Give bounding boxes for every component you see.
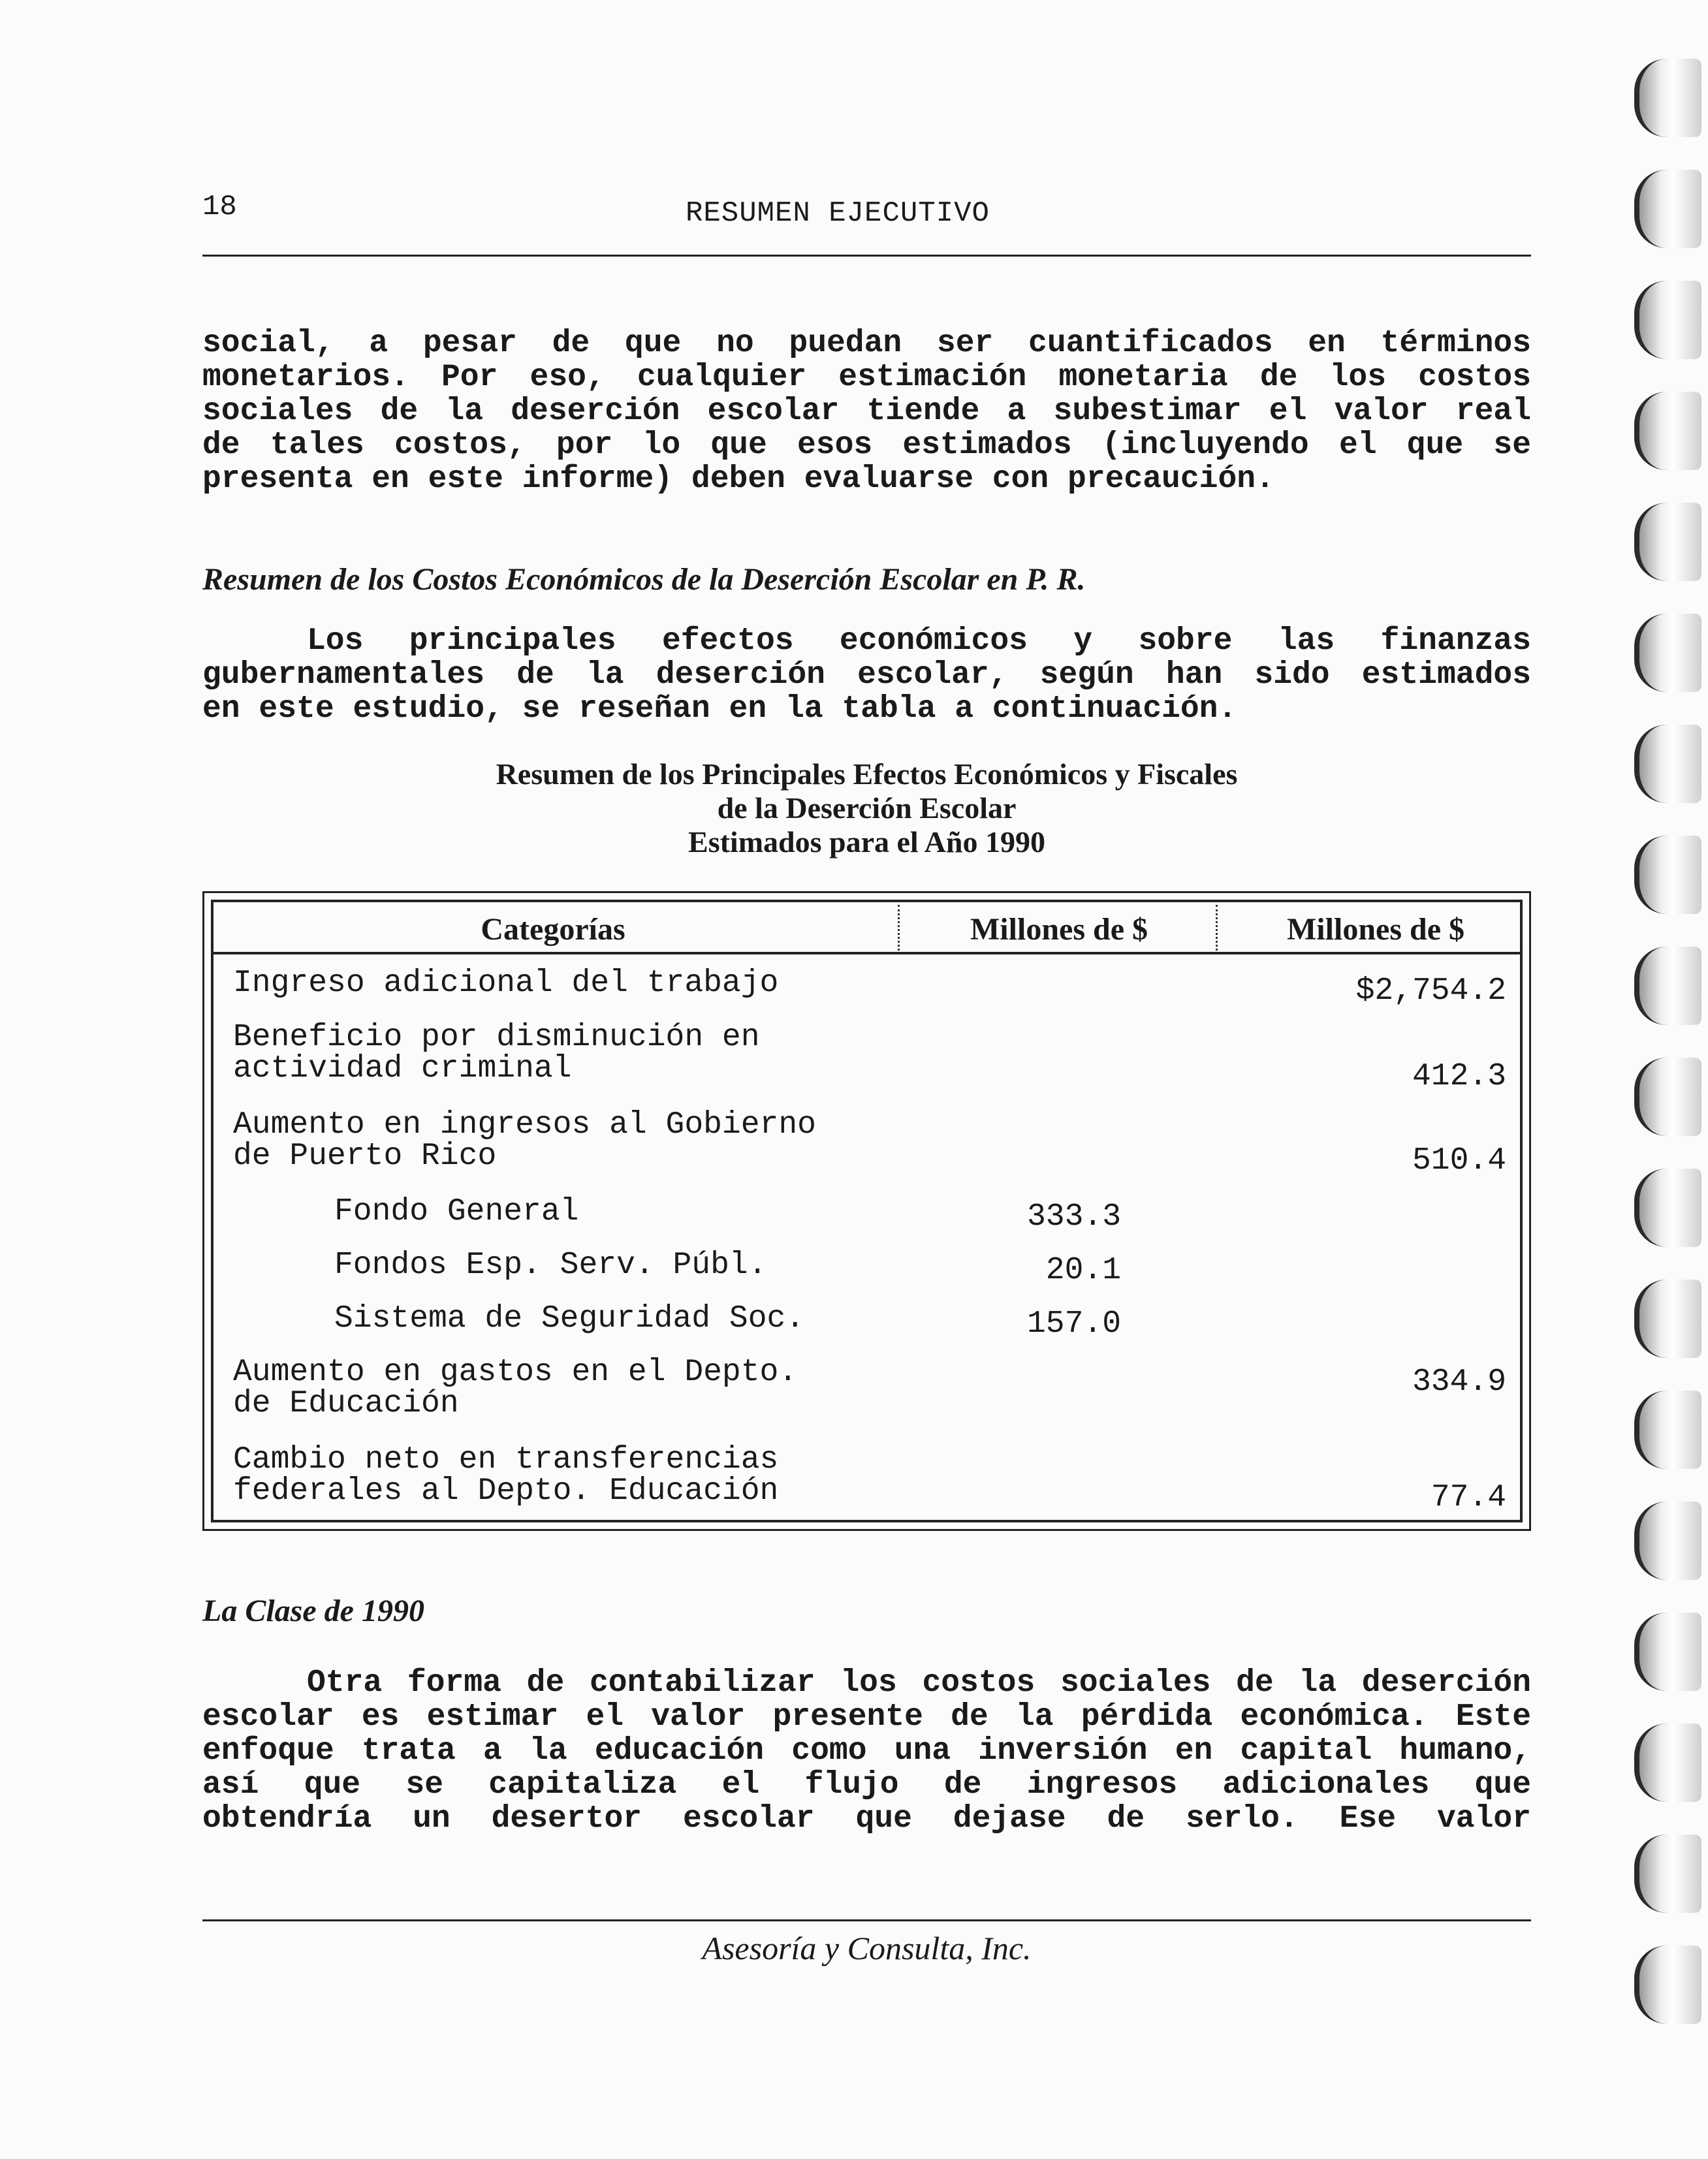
row-label-line: Beneficio por disminución en [233,1020,760,1055]
column-header-millions-2: Millones de $ [1287,912,1464,947]
table-body [214,954,1520,1520]
binding-coil [1634,725,1701,803]
row-total: 510.4 [1412,1143,1506,1178]
row-label: Fondos Esp. Serv. Públ. [334,1248,767,1283]
text-line: así que se capitaliza el flujo de ingresos adicionales que [202,1767,1531,1803]
binding-coil [1634,1835,1701,1913]
binding-coil [1634,170,1701,248]
text-line: enfoque trata a la educación como una inversión en capital humano, [202,1733,1531,1769]
footer-rule [202,1919,1531,1921]
row-label: Sistema de Seguridad Soc. [334,1301,805,1336]
column-divider [1216,905,1218,951]
binding-coil [1634,1613,1701,1691]
binding-coil [1634,1058,1701,1136]
text-line: obtendría un desertor escolar que dejase de serlo. Ese valor [202,1801,1531,1836]
binding-coil [1634,1391,1701,1469]
column-divider [898,905,900,951]
column-header-categories: Categorías [481,912,625,947]
row-label-line: actividad criminal [233,1051,572,1086]
binding-coil [1634,1724,1701,1802]
row-label: Fondo General [334,1194,579,1229]
section-heading-summary: Resumen de los Costos Económicos de la Deserción Escolar en P. R. [202,562,1086,597]
row-label-line: de Educación [233,1386,459,1421]
row-label [233,1109,816,1172]
spiral-binding [1630,0,1708,2159]
text-line: Otra forma de contabilizar los costos sociales de la deserción [307,1665,1531,1701]
text-line: de tales costos, por lo que esos estimados (incluyendo el que se [202,428,1531,463]
text-line: sociales de la deserción escolar tiende a subestimar el valor real [202,394,1531,429]
row-label-line: Cambio neto en transferencias [233,1442,779,1477]
binding-coil [1634,1169,1701,1247]
binding-coil [1634,503,1701,581]
caption-line: Resumen de los Principales Efectos Económicos y Fiscales [496,757,1238,791]
running-head: RESUMEN EJECUTIVO [686,197,990,230]
text-line: escolar es estimar el valor presente de la pérdida económica. Este [202,1699,1531,1735]
page-number: 18 [202,191,237,223]
row-subvalue: 20.1 [1045,1253,1121,1288]
text-line: social, a pesar de que no puedan ser cuantificados en términos [202,326,1531,361]
summary-table [202,891,1531,1531]
row-label-line: Aumento en ingresos al Gobierno [233,1107,816,1143]
table-header [214,902,1520,954]
row-total: $2,754.2 [1355,973,1506,1009]
row-total: 334.9 [1412,1364,1506,1400]
row-label: Ingreso adicional del trabajo [233,966,779,1001]
binding-coil [1634,1502,1701,1580]
section-heading-class-1990: La Clase de 1990 [202,1594,424,1628]
row-label-line: Aumento en gastos en el Depto. [233,1355,798,1390]
binding-coil [1634,614,1701,692]
row-total: 412.3 [1412,1059,1506,1094]
table-caption [202,757,1531,859]
text-line: monetarios. Por eso, cualquier estimación monetaria de los costos [202,360,1531,395]
table-frame [211,900,1523,1522]
binding-coil [1634,1280,1701,1358]
binding-coil [1634,836,1701,914]
text-line: gubernamentales de la deserción escolar, según han sido estimados [202,657,1531,693]
header-rule [202,255,1531,257]
text-line: en este estudio, se reseñan en la tabla a continuación. [202,691,1237,727]
class-1990-paragraph [202,1666,1531,1836]
row-label [233,1022,760,1084]
caption-line: de la Deserción Escolar [717,791,1017,825]
summary-paragraph [202,624,1531,726]
row-label-line: federales al Depto. Educación [233,1473,779,1509]
row-subvalue: 333.3 [1026,1199,1121,1235]
page-header [202,191,1531,230]
text-line: Los principales efectos económicos y sobre las finanzas [307,623,1531,659]
row-label [233,1444,778,1507]
intro-paragraph [202,326,1531,496]
binding-coil [1634,281,1701,359]
row-label [233,1357,797,1419]
row-label-line: de Puerto Rico [233,1139,497,1174]
binding-coil [1634,59,1701,137]
binding-coil [1634,1946,1701,2024]
row-total: 77.4 [1431,1480,1506,1515]
caption-line: Estimados para el Año 1990 [688,825,1045,859]
binding-coil [1634,392,1701,470]
row-subvalue: 157.0 [1026,1306,1121,1342]
column-header-millions-1: Millones de $ [970,912,1148,947]
page-footer: Asesoría y Consulta, Inc. [702,1930,1032,1966]
text-line: presenta en este informe) deben evaluarse con precaución. [202,462,1274,497]
binding-coil [1634,947,1701,1025]
